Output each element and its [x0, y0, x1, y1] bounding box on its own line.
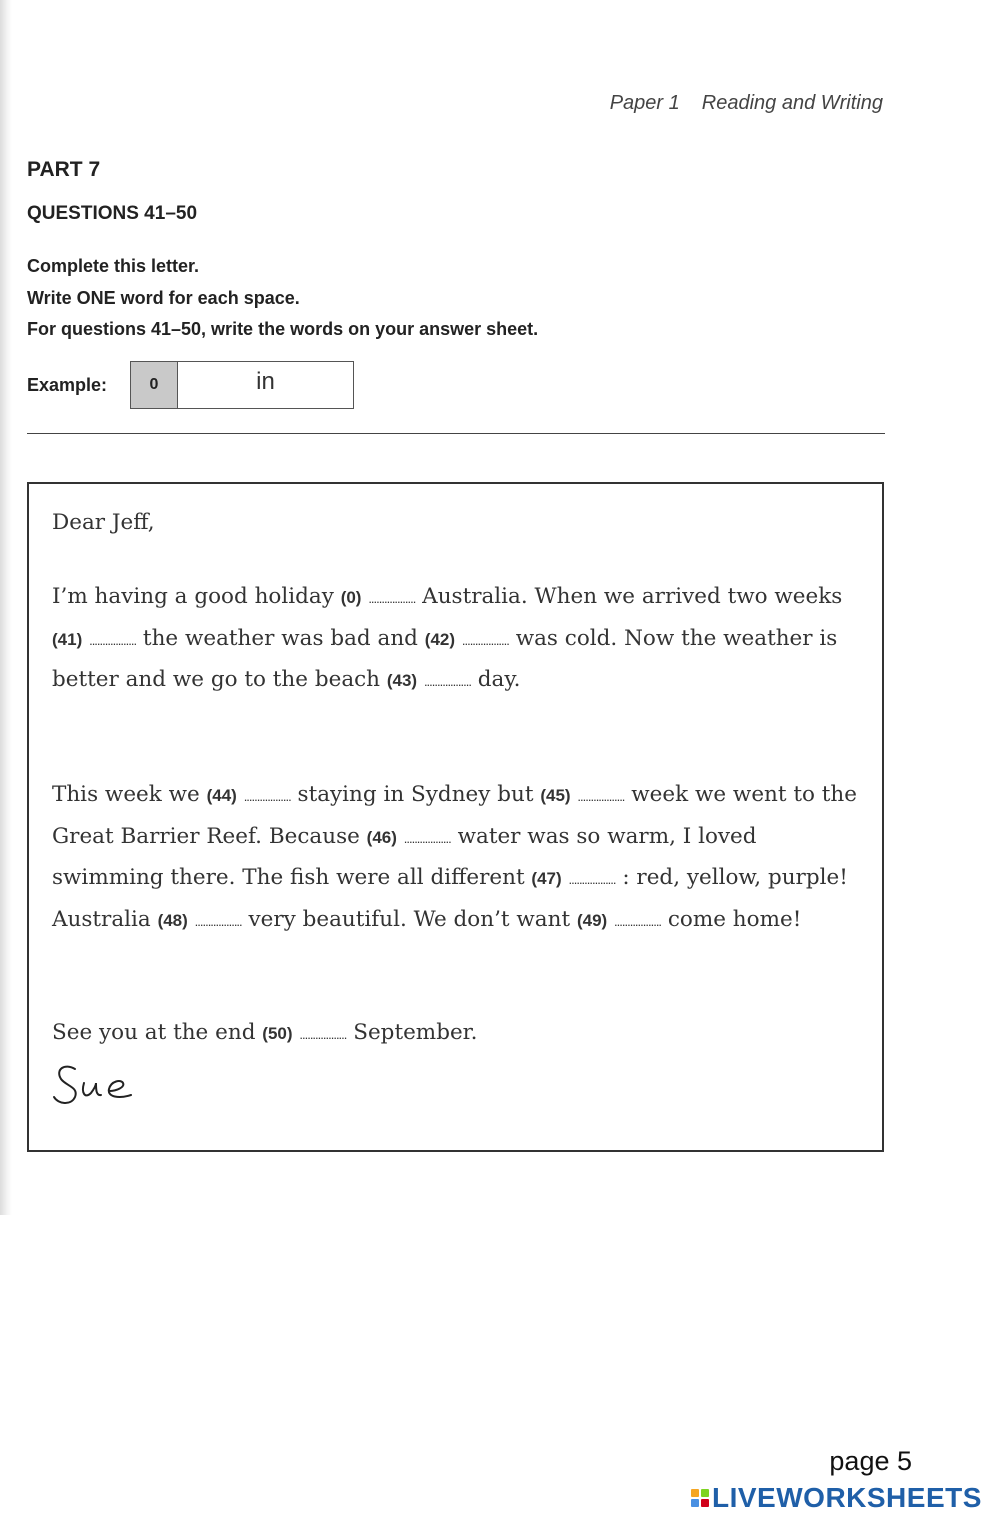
instruction-line: Write ONE word for each space. — [27, 287, 300, 308]
page-number: page 5 — [829, 1446, 912, 1476]
paper-number: Paper 1 — [609, 92, 680, 114]
gap-number-48: (48) — [157, 910, 188, 930]
part-title: PART 7 — [27, 158, 101, 181]
answer-gap-49[interactable]: .................. — [614, 913, 662, 929]
letter-greeting: Dear Jeff, — [52, 510, 155, 535]
letter-text: staying in Sydney but — [290, 782, 541, 807]
instruction-line: Complete this letter. — [27, 256, 200, 276]
letter-text: come home! — [661, 906, 802, 932]
letter-text: I’m having a good holiday — [52, 584, 341, 609]
letter-text: See you at the end — [52, 1020, 263, 1045]
gap-number-46: (46) — [366, 827, 397, 847]
answer-gap-48[interactable]: .................. — [194, 913, 242, 929]
answer-gap-41[interactable]: .................. — [89, 632, 137, 648]
instruction-line: For questions 41–50, write the words on your answer sheet. — [27, 319, 539, 339]
letter-text: was cold. Now the weather is better and we go to the beach — [52, 625, 838, 692]
gap-number-41: (41) — [52, 629, 83, 649]
letter-text: water was so warm, I loved swimming there. The fish were all different — [52, 823, 757, 890]
answer-gap-44[interactable]: .................. — [243, 789, 291, 804]
questions-title: QUESTIONS 41–50 — [27, 203, 198, 224]
scan-edge-shadow — [0, 0, 12, 1215]
brand-footer — [691, 1482, 982, 1514]
letter-paragraph-1 — [52, 577, 862, 702]
brand-name: LIVEWORKSHEETS — [712, 1482, 982, 1513]
letter-text: Australia. When we arrived two weeks — [415, 584, 843, 609]
example-box — [130, 361, 354, 409]
letter-text: very beautiful. We don’t want — [241, 906, 577, 932]
gap-number-45: (45) — [540, 786, 571, 805]
paper-header — [610, 92, 883, 115]
liveworksheets-logo-icon — [691, 1489, 709, 1507]
letter-paragraph-3 — [52, 1013, 862, 1055]
logo-square — [701, 1489, 709, 1497]
letter-text: week we went to the Great Barrier Reef. Because — [52, 782, 858, 849]
letter-paragraph-2 — [52, 775, 862, 941]
gap-number-47: (47) — [531, 869, 562, 888]
example-label: Example: — [27, 374, 108, 395]
example-answer: in — [256, 368, 275, 395]
answer-gap-46[interactable]: .................. — [403, 830, 451, 846]
divider — [27, 433, 885, 434]
answer-gap-50[interactable]: .................. — [299, 1027, 347, 1042]
answer-gap-42[interactable]: .................. — [461, 632, 509, 648]
letter-text: This week we — [52, 782, 207, 807]
paper-section: Reading and Writing — [701, 92, 883, 114]
handwritten-signature — [51, 1061, 151, 1111]
letter-text: : red, yellow, purple! Australia — [52, 865, 848, 932]
gap-number-42: (42) — [424, 629, 456, 649]
answer-gap-45[interactable]: .................. — [577, 789, 625, 804]
example-number: 0 — [131, 362, 178, 408]
letter-box — [27, 482, 884, 1152]
answer-gap-0: .................. — [368, 591, 416, 606]
instructions — [27, 251, 538, 346]
logo-square — [691, 1499, 699, 1507]
logo-square — [701, 1499, 709, 1507]
letter-text: September. — [346, 1020, 478, 1045]
answer-gap-47[interactable]: .................. — [568, 872, 616, 887]
example-row — [27, 361, 354, 409]
answer-gap-43[interactable]: .................. — [423, 674, 471, 689]
gap-number-44: (44) — [206, 786, 237, 805]
letter-text: day. — [470, 667, 521, 692]
letter-text: the weather was bad and — [136, 625, 425, 651]
gap-number-43: (43) — [386, 671, 418, 690]
gap-number-49: (49) — [576, 910, 608, 930]
gap-number-50: (50) — [262, 1024, 293, 1043]
logo-square — [691, 1489, 699, 1497]
gap-number-0: (0) — [340, 588, 362, 607]
